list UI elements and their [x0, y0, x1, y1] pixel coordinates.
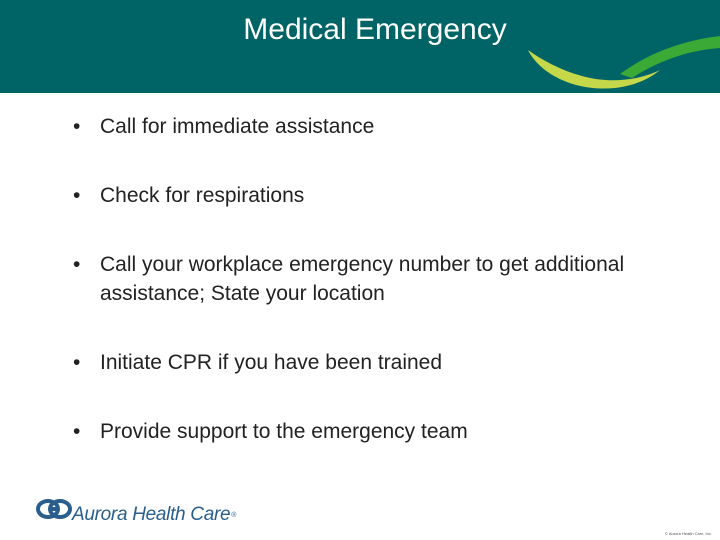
bullet-item: • Check for respirations: [73, 181, 673, 210]
bullet-item: • Call your workplace emergency number to get additional assistance; State your location: [73, 250, 673, 308]
bullet-list: [73, 112, 673, 446]
bullet-item: • Initiate CPR if you have been trained: [73, 348, 673, 377]
logo-text: Aurora Health Care: [72, 504, 231, 525]
bullet-item: • Provide support to the emergency team: [73, 417, 673, 446]
aurora-logo: [36, 493, 236, 525]
slide-title: Medical Emergency: [243, 13, 507, 46]
bullet-item: • Call for immediate assistance: [73, 112, 673, 141]
swoosh-decoration-icon: [520, 30, 720, 100]
aurora-logo-mark-icon: [36, 496, 72, 522]
copyright-text: © Aurora Health Care, Inc.: [665, 531, 712, 536]
registered-mark: ®: [231, 511, 237, 519]
